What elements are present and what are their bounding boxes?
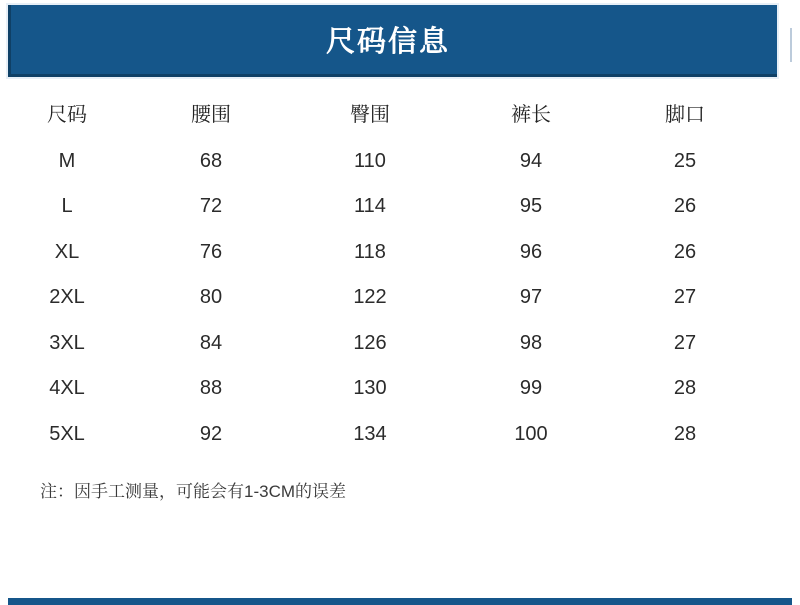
measurement-value: 95 [519, 195, 543, 218]
measurement-value: 97 [519, 286, 543, 309]
measurement-value: 98 [519, 331, 543, 354]
edge-artifact-line [790, 28, 792, 62]
table-row [0, 184, 760, 230]
measurement-value: 114 [354, 195, 386, 218]
size-label: M [58, 149, 76, 172]
measurement-value: 100 [514, 422, 548, 445]
measurement-value: 118 [354, 240, 386, 263]
column-header: 尺码 [47, 104, 87, 127]
measurement-value: 88 [199, 377, 223, 400]
table-row [0, 320, 760, 366]
measurement-value: 26 [673, 195, 697, 218]
table-row [0, 229, 760, 275]
table-row [0, 411, 760, 457]
column-header: 脚口 [665, 104, 705, 127]
size-label: L [61, 195, 73, 218]
measurement-value: 80 [199, 286, 223, 309]
measurement-note: 注：因手工测量，可能会有1-3CM的误差 [40, 482, 347, 501]
size-info-header-bar [8, 5, 777, 77]
column-header: 腰围 [191, 104, 231, 127]
next-section-strip [8, 598, 792, 605]
measurement-value: 94 [519, 149, 543, 172]
measurement-value: 122 [353, 286, 387, 309]
measurement-value: 25 [673, 149, 697, 172]
measurement-value: 134 [353, 422, 387, 445]
measurement-value: 26 [673, 240, 697, 263]
column-header: 臀围 [350, 104, 390, 127]
measurement-value: 76 [199, 240, 223, 263]
measurement-value: 126 [353, 331, 387, 354]
measurement-value: 28 [673, 377, 697, 400]
measurement-value: 27 [673, 331, 697, 354]
column-header: 裤长 [511, 104, 551, 127]
size-table [0, 93, 760, 457]
measurement-value: 68 [199, 149, 223, 172]
table-header-row [0, 93, 760, 139]
measurement-value: 27 [673, 286, 697, 309]
size-label: XL [54, 240, 80, 263]
measurement-value: 96 [519, 240, 543, 263]
size-label: 5XL [49, 422, 85, 445]
table-row [0, 138, 760, 184]
measurement-value: 99 [519, 377, 543, 400]
page-title: 尺码信息 [325, 26, 450, 58]
measurement-value: 28 [673, 422, 697, 445]
size-label: 4XL [49, 377, 85, 400]
measurement-value: 84 [199, 331, 223, 354]
table-row [0, 275, 760, 321]
measurement-value: 92 [199, 422, 223, 445]
measurement-value: 130 [353, 377, 387, 400]
measurement-value: 72 [199, 195, 223, 218]
size-label: 3XL [49, 331, 85, 354]
measurement-value: 110 [354, 149, 386, 172]
size-label: 2XL [49, 286, 85, 309]
table-row [0, 366, 760, 412]
